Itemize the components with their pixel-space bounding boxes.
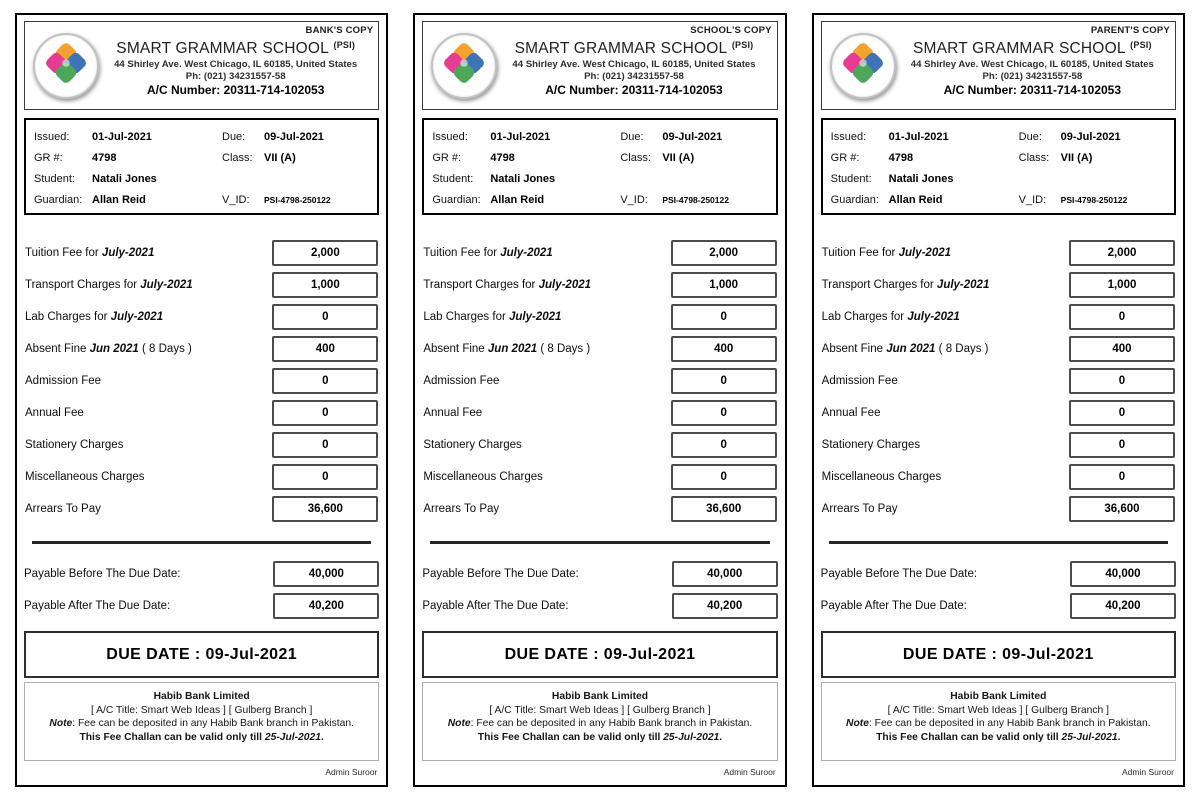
guardian-value: Allan Reid xyxy=(888,193,943,206)
fee-amount-box: 36,600 xyxy=(671,496,777,522)
total-label: Payable Before The Due Date: xyxy=(24,568,181,580)
class-value: VII (A) xyxy=(1060,151,1093,164)
class-label: Class: xyxy=(222,151,253,164)
fee-amount-box: 400 xyxy=(671,336,777,362)
challan-header xyxy=(24,21,379,110)
fee-row xyxy=(822,336,1175,362)
fee-label: Stationery Charges xyxy=(25,439,124,451)
fee-amount-box: 1,000 xyxy=(272,272,378,298)
vid-label: V_ID: xyxy=(1018,193,1047,206)
fee-label: Annual Fee xyxy=(423,407,483,419)
account-title-line: [ A/C Title: Smart Web Ideas ] [ Gulberg Branch ] xyxy=(489,704,711,716)
deposit-note: Note: Fee can be deposited in any Habib Bank branch in Pakistan. xyxy=(49,718,354,730)
total-amount-box: 40,200 xyxy=(273,593,379,619)
issued-value: 01-Jul-2021 xyxy=(92,130,152,143)
fee-label: Tuition Fee for July-2021 xyxy=(821,247,952,259)
fee-amount-box: 400 xyxy=(1069,336,1175,362)
due-value: 09-Jul-2021 xyxy=(662,130,723,143)
fee-list xyxy=(24,240,379,528)
totals-section xyxy=(821,561,1176,625)
bank-name: Habib Bank Limited xyxy=(153,691,250,702)
issued-value: 01-Jul-2021 xyxy=(490,130,551,143)
total-amount-box: 40,000 xyxy=(672,561,778,587)
copy-label: BANK'S COPY xyxy=(305,25,374,36)
fee-amount-box: 0 xyxy=(1069,432,1175,458)
school-name: SMART GRAMMAR SCHOOL $^{(PSI)}$ xyxy=(116,40,356,58)
totals-divider xyxy=(829,541,1168,544)
fee-label: Admission Fee xyxy=(423,375,500,387)
totals-divider xyxy=(32,541,371,544)
fee-amount-box: 0 xyxy=(272,464,378,490)
gr-value: 4798 xyxy=(92,151,117,164)
totals-section xyxy=(24,561,379,625)
fee-row xyxy=(25,464,378,490)
fee-amount-box: 0 xyxy=(671,304,777,330)
class-value: VII (A) xyxy=(662,151,695,164)
school-address: 44 Shirley Ave. West Chicago, IL 60185, United States xyxy=(114,58,358,70)
fee-amount-box: 0 xyxy=(671,432,777,458)
fee-label: Arrears To Pay xyxy=(423,503,500,515)
school-phone: Ph: (021) 34231557-58 xyxy=(584,70,684,82)
due-date-banner: DUE DATE : 09-Jul-2021 xyxy=(422,631,777,678)
fee-label: Lab Charges for July-2021 xyxy=(821,311,960,323)
fee-row xyxy=(822,432,1175,458)
fee-row xyxy=(25,368,378,394)
fee-label: Miscellaneous Charges xyxy=(423,471,543,483)
copy-label: PARENT'S COPY xyxy=(1090,25,1170,36)
fee-amount-box: 0 xyxy=(671,464,777,490)
fee-amount-box: 2,000 xyxy=(272,240,378,266)
school-heading xyxy=(99,33,372,97)
fee-row xyxy=(423,400,776,426)
fee-label: Transport Charges for July-2021 xyxy=(423,279,592,291)
fee-amount-box: 0 xyxy=(272,432,378,458)
admin-signature: Admin Suroor xyxy=(723,767,776,777)
gr-value: 4798 xyxy=(888,151,914,164)
fee-amount-box: 36,600 xyxy=(272,496,378,522)
school-account-number: A/C Number: 20311-714-102053 xyxy=(146,82,325,97)
total-amount-box: 40,000 xyxy=(1070,561,1176,587)
fee-label: Transport Charges for July-2021 xyxy=(25,279,193,291)
guardian-label: Guardian: xyxy=(34,193,83,206)
fee-label: Admission Fee xyxy=(25,375,102,387)
fee-row xyxy=(423,496,776,522)
total-row xyxy=(24,593,379,619)
fee-row xyxy=(423,464,776,490)
student-info-box xyxy=(821,118,1176,215)
fee-row xyxy=(822,496,1175,522)
school-heading xyxy=(896,33,1169,97)
total-amount-box: 40,000 xyxy=(273,561,379,587)
fee-row xyxy=(25,304,378,330)
student-value: Natali Jones xyxy=(490,172,556,185)
due-label: Due: xyxy=(1018,130,1042,143)
fee-amount-box: 0 xyxy=(272,400,378,426)
student-value: Natali Jones xyxy=(888,172,954,185)
fee-label: Miscellaneous Charges xyxy=(821,471,942,483)
total-row xyxy=(821,561,1176,587)
total-label: Payable After The Due Date: xyxy=(820,600,967,612)
bank-name: Habib Bank Limited xyxy=(950,691,1047,702)
gr-label: GR #: xyxy=(432,151,462,164)
fee-row xyxy=(25,432,378,458)
fee-row xyxy=(822,240,1175,266)
account-title-line: [ A/C Title: Smart Web Ideas ] [ Gulberg Branch ] xyxy=(91,704,313,716)
deposit-note: Note: Fee can be deposited in any Habib Bank branch in Pakistan. xyxy=(447,718,753,730)
fee-label: Absent Fine Jun 2021 ( 8 Days ) xyxy=(25,343,192,355)
fee-amount-box: 0 xyxy=(671,400,777,426)
challan-header xyxy=(821,21,1176,110)
fee-amount-box: 1,000 xyxy=(1069,272,1175,298)
student-info-box xyxy=(422,118,777,215)
school-logo xyxy=(830,33,896,99)
total-label: Payable Before The Due Date: xyxy=(820,568,978,580)
fee-amount-box: 0 xyxy=(1069,368,1175,394)
student-value: Natali Jones xyxy=(92,172,157,185)
student-label: Student: xyxy=(830,172,872,185)
guardian-value: Allan Reid xyxy=(490,193,545,206)
validity-line: This Fee Challan can be valid only till 25-Jul-2021. xyxy=(477,731,723,743)
challan-header xyxy=(422,21,777,110)
due-label: Due: xyxy=(620,130,644,143)
total-row xyxy=(422,593,777,619)
school-account-number: A/C Number: 20311-714-102053 xyxy=(545,82,723,97)
fee-label: Annual Fee xyxy=(821,407,881,419)
total-amount-box: 40,200 xyxy=(1070,593,1176,619)
fee-row xyxy=(423,368,776,394)
vid-value: PSI-4798-250122 xyxy=(1060,194,1128,205)
student-info-box xyxy=(24,118,379,215)
student-label: Student: xyxy=(432,172,474,185)
fee-amount-box: 0 xyxy=(1069,464,1175,490)
school-address: 44 Shirley Ave. West Chicago, IL 60185, United States xyxy=(512,58,756,70)
class-value: VII (A) xyxy=(264,151,296,164)
guardian-value: Allan Reid xyxy=(92,193,146,206)
admin-signature: Admin Suroor xyxy=(325,767,378,777)
class-label: Class: xyxy=(1018,151,1050,164)
fee-challan xyxy=(15,13,388,787)
totals-section xyxy=(422,561,777,625)
fee-amount-box: 0 xyxy=(272,304,378,330)
school-account-number: A/C Number: 20311-714-102053 xyxy=(943,82,1122,97)
total-row xyxy=(821,593,1176,619)
vid-label: V_ID: xyxy=(222,193,250,206)
fee-label: Stationery Charges xyxy=(821,439,921,451)
fee-label: Transport Charges for July-2021 xyxy=(821,279,990,291)
fee-label: Arrears To Pay xyxy=(25,503,101,515)
issued-label: Issued: xyxy=(432,130,468,143)
fee-label: Annual Fee xyxy=(25,407,84,419)
fee-amount-box: 0 xyxy=(272,368,378,394)
fee-amount-box: 0 xyxy=(1069,304,1175,330)
bank-name: Habib Bank Limited xyxy=(551,691,649,702)
fee-label: Arrears To Pay xyxy=(821,503,898,515)
pinwheel-logo-icon xyxy=(437,36,491,95)
fee-label: Lab Charges for July-2021 xyxy=(423,311,562,323)
total-row xyxy=(24,561,379,587)
school-logo xyxy=(431,33,497,99)
vid-label: V_ID: xyxy=(620,193,648,206)
pinwheel-logo-icon xyxy=(39,36,93,95)
total-label: Payable After The Due Date: xyxy=(24,600,171,612)
bank-footer-box xyxy=(422,682,777,761)
guardian-label: Guardian: xyxy=(830,193,879,206)
fee-row xyxy=(822,400,1175,426)
school-name-suffix: (PSI) xyxy=(333,40,356,51)
fee-row xyxy=(423,304,776,330)
student-label: Student: xyxy=(34,172,75,185)
fee-label: Stationery Charges xyxy=(423,439,522,451)
school-name: SMART GRAMMAR SCHOOL $^{(PSI)}$ xyxy=(514,40,754,58)
total-amount-box: 40,200 xyxy=(672,593,778,619)
fee-row xyxy=(822,272,1175,298)
total-label: Payable After The Due Date: xyxy=(422,600,569,612)
fee-row xyxy=(822,368,1175,394)
school-name-suffix: (PSI) xyxy=(731,40,754,51)
fee-row xyxy=(822,304,1175,330)
validity-line: This Fee Challan can be valid only till 25-Jul-2021. xyxy=(876,731,1121,743)
fee-label: Absent Fine Jun 2021 ( 8 Days ) xyxy=(821,343,989,355)
fee-challan xyxy=(413,13,786,787)
fee-row xyxy=(25,240,378,266)
school-address: 44 Shirley Ave. West Chicago, IL 60185, United States xyxy=(910,58,1154,70)
validity-line: This Fee Challan can be valid only till 25-Jul-2021. xyxy=(79,731,324,743)
fee-list xyxy=(422,240,777,528)
fee-row xyxy=(423,272,776,298)
fee-row xyxy=(25,272,378,298)
fee-row xyxy=(25,496,378,522)
totals-divider xyxy=(430,541,769,544)
fee-label: Tuition Fee for July-2021 xyxy=(423,247,553,259)
fee-row xyxy=(25,336,378,362)
gr-label: GR #: xyxy=(830,151,860,164)
fee-row xyxy=(423,240,776,266)
fee-amount-box: 0 xyxy=(1069,400,1175,426)
total-label: Payable Before The Due Date: xyxy=(422,568,579,580)
fee-amount-box: 1,000 xyxy=(671,272,777,298)
vid-value: PSI-4798-250122 xyxy=(264,194,331,205)
bank-footer-box xyxy=(821,682,1176,761)
fee-row xyxy=(423,432,776,458)
admin-signature: Admin Suroor xyxy=(1122,767,1174,777)
fee-amount-box: 2,000 xyxy=(1069,240,1175,266)
fee-row xyxy=(25,400,378,426)
gr-value: 4798 xyxy=(490,151,515,164)
fee-row xyxy=(423,336,776,362)
fee-label: Miscellaneous Charges xyxy=(25,471,145,483)
fee-amount-box: 36,600 xyxy=(1069,496,1175,522)
fee-label: Tuition Fee for July-2021 xyxy=(25,247,155,259)
fee-label: Absent Fine Jun 2021 ( 8 Days ) xyxy=(423,343,591,355)
school-name: SMART GRAMMAR SCHOOL $^{(PSI)}$ xyxy=(912,40,1152,58)
due-value: 09-Jul-2021 xyxy=(1060,130,1121,143)
fee-list xyxy=(821,240,1176,528)
class-label: Class: xyxy=(620,151,651,164)
pinwheel-logo-icon xyxy=(836,36,890,95)
school-phone: Ph: (021) 34231557-58 xyxy=(185,70,286,82)
due-label: Due: xyxy=(222,130,246,143)
issued-label: Issued: xyxy=(34,130,70,143)
fee-challan xyxy=(812,13,1185,787)
school-phone: Ph: (021) 34231557-58 xyxy=(982,70,1083,82)
school-name-suffix: (PSI) xyxy=(1130,40,1152,51)
gr-label: GR #: xyxy=(34,151,63,164)
bank-footer-box xyxy=(24,682,379,761)
fee-amount-box: 400 xyxy=(272,336,378,362)
due-date-banner: DUE DATE : 09-Jul-2021 xyxy=(24,631,379,678)
due-date-banner: DUE DATE : 09-Jul-2021 xyxy=(821,631,1176,678)
due-value: 09-Jul-2021 xyxy=(264,130,324,143)
fee-amount-box: 2,000 xyxy=(671,240,777,266)
fee-label: Admission Fee xyxy=(821,375,898,387)
fee-amount-box: 0 xyxy=(671,368,777,394)
deposit-note: Note: Fee can be deposited in any Habib Bank branch in Pakistan. xyxy=(846,718,1151,730)
account-title-line: [ A/C Title: Smart Web Ideas ] [ Gulberg Branch ] xyxy=(887,704,1109,716)
vid-value: PSI-4798-250122 xyxy=(662,194,729,205)
fee-label: Lab Charges for July-2021 xyxy=(25,311,164,323)
guardian-label: Guardian: xyxy=(432,193,481,206)
copy-label: SCHOOL'S COPY xyxy=(690,25,772,36)
school-heading xyxy=(497,33,770,97)
total-row xyxy=(422,561,777,587)
issued-label: Issued: xyxy=(830,130,867,143)
fee-row xyxy=(822,464,1175,490)
school-logo xyxy=(33,33,99,99)
issued-value: 01-Jul-2021 xyxy=(888,130,949,143)
